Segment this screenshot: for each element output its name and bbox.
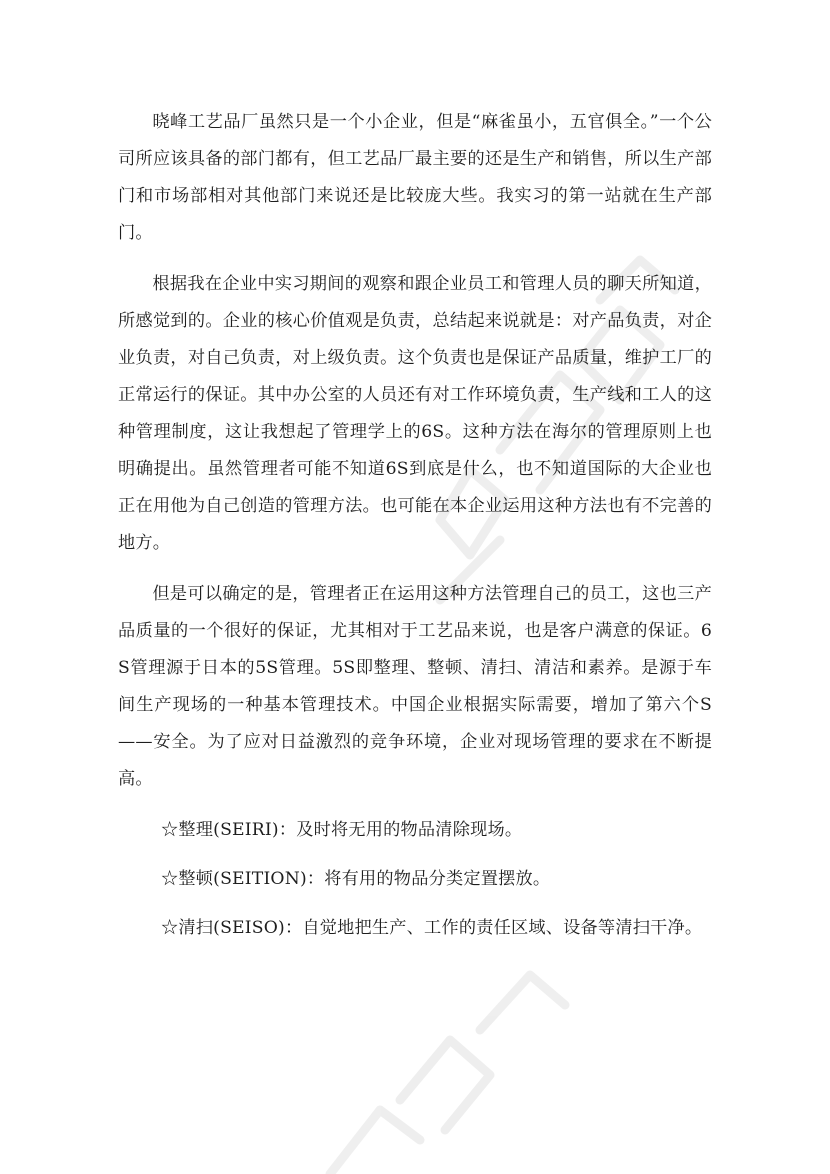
list-item-seition: ☆整顿(SEITION)：将有用的物品分类定置摆放。 xyxy=(161,869,551,889)
document-body xyxy=(118,104,712,959)
list-item-seiso: ☆清扫(SEISO)：自觉地把生产、工作的责任区域、设备等清扫干净。 xyxy=(161,918,703,938)
paragraph-2: 根据我在企业中实习期间的观察和跟企业员工和管理人员的聊天所知道，所感觉到的。企业的核心价值观是负责，总结起来说就是：对产品负责，对企业负责，对自己负责，对上级负责。这个负责也是保证产品质量，维护工厂的正常运行的保证。其中办公室的人员还有对工作环境负责，生产线和工人的这种管理制度，这让我想起了管理学上的6S。这种方法在海尔的管理原则上也明确提出。虽然管理者可能不知道6S到底是什么，也不知道国际的大企业也正在用他为自己创造的管理方法。也可能在本企业运用这种方法也有不完善的地方。 xyxy=(118,274,712,553)
list-item-seiri: ☆整理(SEIRI)：及时将无用的物品清除现场。 xyxy=(161,820,523,840)
paragraph-3: 但是可以确定的是，管理者正在运用这种方法管理自己的员工，这也三产品质量的一个很好的保证，尤其相对于工艺品来说，也是客户满意的保证。6S管理源于日本的5S管理。5S即整理、整顿、清扫、清洁和素养。是源于车间生产现场的一种基本管理技术。中国企业根据实际需要，增加了第六个S——安全。为了应对日益激烈的竞争环境，企业对现场管理的要求在不断提高。 xyxy=(118,584,712,789)
paragraph-1: 晓峰工艺品厂虽然只是一个小企业，但是“麻雀虽小，五官俱全。”一个公司所应该具备的部门都有，但工艺品厂最主要的还是生产和销售，所以生产部门和市场部相对其他部门来说还是比较庞大些。我实习的第一站就在生产部门。 xyxy=(118,112,712,243)
